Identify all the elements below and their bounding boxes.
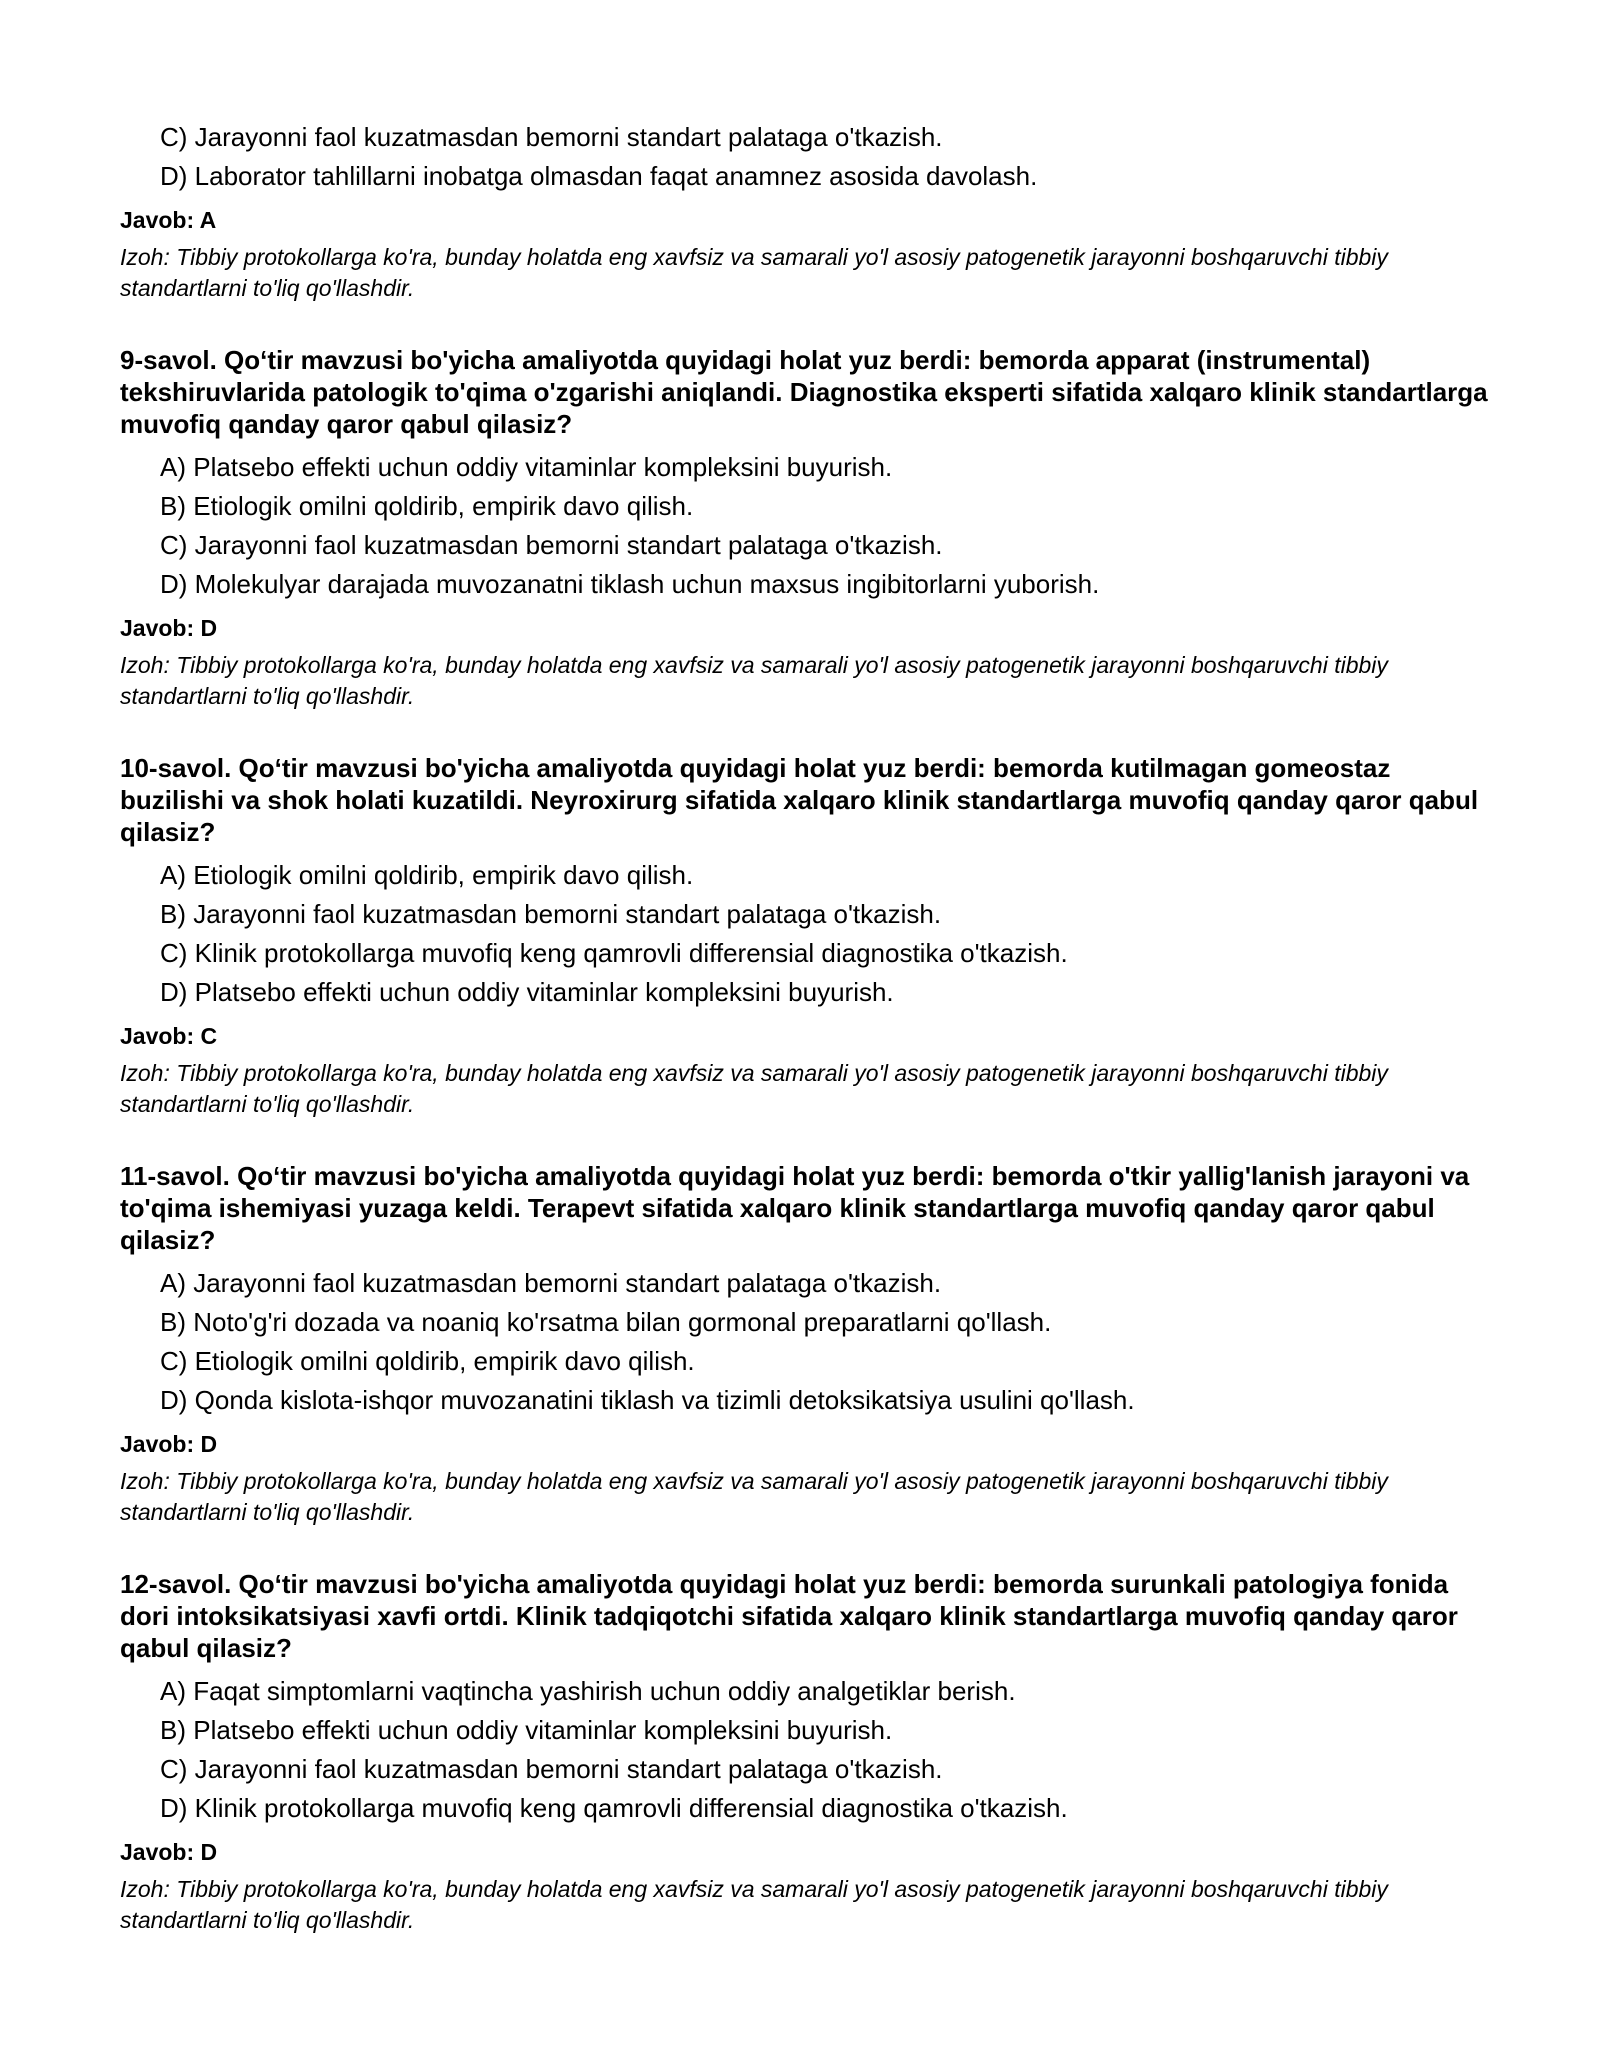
option-c: C) Jarayonni faol kuzatmasdan bemorni standart palataga o'tkazish. [160,1754,943,1784]
option-c: C) Jarayonni faol kuzatmasdan bemorni standart palataga o'tkazish. [160,530,943,560]
question-10 [120,752,1500,1120]
option-a: A) Faqat simptomlarni vaqtincha yashirish uchun oddiy analgetiklar berish. [160,1676,1016,1706]
option-b: B) Platsebo effekti uchun oddiy vitaminlar kompleksini buyurish. [160,1715,893,1745]
explanation: Izoh: Tibbiy protokollarga ko'ra, bunday holatda eng xavfsiz va samarali yo'l asosiy patogenetik jarayonni boshqaruvchi tibbiy standartlarni to'liq qo'llashdir. [120,1468,1388,1525]
option-c: C) Jarayonni faol kuzatmasdan bemorni standart palataga o'tkazish. [160,122,943,152]
option-b: B) Jarayonni faol kuzatmasdan bemorni standart palataga o'tkazish. [160,899,942,929]
question-title: 9-savol. Qo‘tir mavzusi bo'yicha amaliyotda quyidagi holat yuz berdi: bemorda apparat (instrumental) tekshiruvlarida patologik to'qima o'zgarishi aniqlandi. Diagnostika eksperti sifatida xalqaro klinik standartlarga muvofiq qanday qaror qabul qilasiz? [120,345,1488,439]
answer: Javob: D [120,615,218,641]
option-d: D) Platsebo effekti uchun oddiy vitaminlar kompleksini buyurish. [160,977,894,1007]
question-title: 12-savol. Qo‘tir mavzusi bo'yicha amaliyotda quyidagi holat yuz berdi: bemorda surunkali patologiya fonida dori intoksikatsiyasi xavfi ortdi. Klinik tadqiqotchi sifatida xalqaro klinik standartlarga muvofiq qanday qaror qabul qilasiz? [120,1569,1458,1663]
question-9 [120,344,1500,712]
option-a: A) Platsebo effekti uchun oddiy vitaminlar kompleksini buyurish. [160,452,893,482]
question-8-continued [120,118,1500,304]
question-12 [120,1568,1500,1936]
option-b: B) Noto'g'ri dozada va noaniq ko'rsatma bilan gormonal preparatlarni qo'llash. [160,1307,1052,1337]
answer: Javob: D [120,1839,218,1865]
answer: Javob: C [120,1023,218,1049]
option-d: D) Laborator tahlillarni inobatga olmasdan faqat anamnez asosida davolash. [160,161,1038,191]
option-c: C) Etiologik omilni qoldirib, empirik davo qilish. [160,1346,695,1376]
option-d: D) Molekulyar darajada muvozanatni tiklash uchun maxsus ingibitorlarni yuborish. [160,569,1100,599]
option-d: D) Klinik protokollarga muvofiq keng qamrovli differensial diagnostika o'tkazish. [160,1793,1068,1823]
question-title: 10-savol. Qo‘tir mavzusi bo'yicha amaliyotda quyidagi holat yuz berdi: bemorda kutilmagan gomeostaz buzilishi va shok holati kuzatildi. Neyroxirurg sifatida xalqaro klinik standartlarga muvofiq qanday qaror qabul qilasiz? [120,753,1479,847]
option-c: C) Klinik protokollarga muvofiq keng qamrovli differensial diagnostika o'tkazish. [160,938,1068,968]
option-a: A) Jarayonni faol kuzatmasdan bemorni standart palataga o'tkazish. [160,1268,942,1298]
option-d: D) Qonda kislota-ishqor muvozanatini tiklash va tizimli detoksikatsiya usulini qo'llash. [160,1385,1135,1415]
answer: Javob: A [120,207,217,233]
explanation: Izoh: Tibbiy protokollarga ko'ra, bunday holatda eng xavfsiz va samarali yo'l asosiy patogenetik jarayonni boshqaruvchi tibbiy standartlarni to'liq qo'llashdir. [120,652,1388,709]
question-title: 11-savol. Qo‘tir mavzusi bo'yicha amaliyotda quyidagi holat yuz berdi: bemorda o'tkir yallig'lanish jarayoni va to'qima ishemiyasi yuzaga keldi. Terapevt sifatida xalqaro klinik standartlarga muvofiq qanday qaror qabul qilasiz? [120,1161,1470,1255]
explanation: Izoh: Tibbiy protokollarga ko'ra, bunday holatda eng xavfsiz va samarali yo'l asosiy patogenetik jarayonni boshqaruvchi tibbiy standartlarni to'liq qo'llashdir. [120,1060,1388,1117]
explanation: Izoh: Tibbiy protokollarga ko'ra, bunday holatda eng xavfsiz va samarali yo'l asosiy patogenetik jarayonni boshqaruvchi tibbiy standartlarni to'liq qo'llashdir. [120,244,1388,301]
document-page [120,118,1500,1936]
option-a: A) Etiologik omilni qoldirib, empirik davo qilish. [160,860,694,890]
explanation: Izoh: Tibbiy protokollarga ko'ra, bunday holatda eng xavfsiz va samarali yo'l asosiy patogenetik jarayonni boshqaruvchi tibbiy standartlarni to'liq qo'llashdir. [120,1876,1388,1933]
answer: Javob: D [120,1431,218,1457]
option-b: B) Etiologik omilni qoldirib, empirik davo qilish. [160,491,694,521]
question-11 [120,1160,1500,1528]
